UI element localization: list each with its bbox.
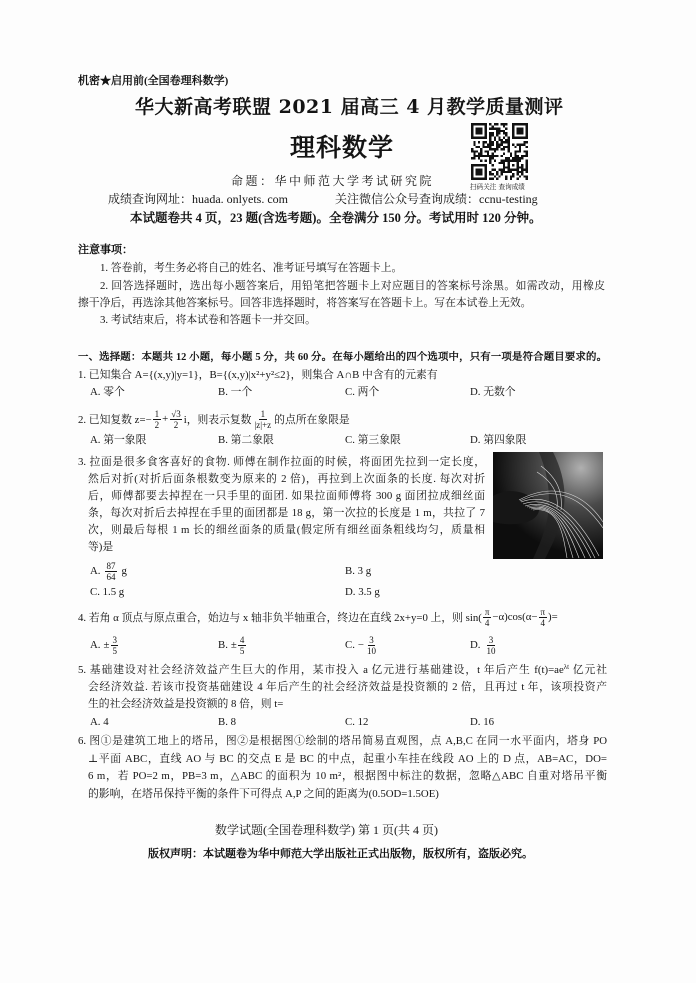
q4-stem xyxy=(78,605,558,629)
option-label: A. xyxy=(90,565,101,577)
q3-option-b xyxy=(345,559,371,583)
score-query-site: 成绩查询网址：huada. onlyets. com xyxy=(108,192,288,206)
fraction xyxy=(238,635,246,656)
q4-option-d xyxy=(470,633,499,657)
q4-option-b xyxy=(218,633,247,657)
numerator: 3 xyxy=(488,634,494,645)
q4-text: −α)cos(α− xyxy=(492,611,538,623)
fraction xyxy=(485,635,497,656)
denominator: 10 xyxy=(486,645,496,656)
notice-line: 2. 回答选择题时，选出每小题答案后，用铅笔把答题卡上对应题目的答案标号涂黑。如需改动，用橡皮 xyxy=(100,280,605,292)
q5-option-d: D. 16 xyxy=(470,716,494,728)
q5-line xyxy=(78,663,607,677)
section-heading: 一、选择题：本题共 12 小题，每小题 5 分，共 60 分。在每小题给出的四个选项中，只有一项是符合题目要求的。 xyxy=(78,352,607,363)
q2-text: 2. 已知复数 z=− xyxy=(78,413,152,426)
q6-line: 的影响，在塔吊保持平衡的条件下可得点 A,P 之间的距离为(0.5OD=1.5OE) xyxy=(88,788,439,800)
q2-option-a: A. 第一象限 xyxy=(90,434,147,446)
fraction xyxy=(153,409,161,430)
exam-summary: 本试题卷共 4 页，23 题(含选考题)。全卷满分 150 分。考试用时 120 分钟。 xyxy=(130,211,542,225)
q3-option-a xyxy=(90,559,127,583)
q2-text: 的点所在象限是 xyxy=(274,413,350,426)
q3-line: 然后对折(对折后面条根数变为原来的 2 倍)，再拉到上次面条的长度. 每次对折 xyxy=(88,473,485,485)
wechat-query: 关注微信公众号查询成绩：ccnu-testing xyxy=(335,192,538,206)
subject-title: 理科数学 xyxy=(290,133,395,162)
q2-option-c: C. 第三象限 xyxy=(345,434,401,446)
q1-option-c: C. 两个 xyxy=(345,386,380,398)
q2-option-b: B. 第二象限 xyxy=(218,434,274,446)
q5-option-c: C. 12 xyxy=(345,716,369,728)
q5-text: 5. 基础建设对社会经济效益产生巨大的作用，某市投入 a 亿元进行基础建设，t 年后产生 f(t)=ae xyxy=(78,664,564,676)
author-line: 命题：华中师范大学考试研究院 xyxy=(231,174,435,188)
unit: g xyxy=(121,565,127,577)
fraction xyxy=(170,409,182,430)
copyright-notice: 版权声明：本试题卷为华中师范大学出版社正式出版物，版权所有，盗版必究。 xyxy=(148,848,533,860)
option-label: C. xyxy=(345,639,355,651)
numerator: 3 xyxy=(369,634,374,645)
numerator: 1 xyxy=(154,408,160,419)
numerator: 3 xyxy=(112,634,117,645)
q3-line: 后，师傅都要去掉捏在一只手里的面团. 如果拉面师傅将 300 g 面团拉成细丝面 xyxy=(88,490,485,502)
numerator: 1 xyxy=(260,408,266,419)
q5-text: 亿元社 xyxy=(569,664,607,676)
fraction xyxy=(253,409,273,430)
confidential-label: 机密★启用前(全国卷理科数学) xyxy=(78,75,229,87)
numerator: π xyxy=(484,606,490,617)
option-sign: − xyxy=(357,639,364,651)
denominator: |z|+z xyxy=(254,419,272,430)
option-sign: ± xyxy=(230,639,237,651)
q4-text: )= xyxy=(548,611,558,623)
q3-line: 3. 拉面是很多食客喜好的食物. 师傅在制作拉面的时候，将面团先拉到一定长度， xyxy=(78,456,485,468)
denominator: 5 xyxy=(239,645,245,656)
q6-line: 6 m，若 PO=2 m，PB=3 m，△ABC 的面积为 10 m²，根据图中标注的数据，忽略△ABC 自重对塔吊平衡 xyxy=(88,770,607,782)
denominator: 5 xyxy=(112,645,117,656)
q4-text: 4. 若角 α 顶点与原点重合，始边与 x 轴非负半轴重合，终边在直线 2x+y=0 上，则 sin( xyxy=(78,611,482,624)
notice-line: 1. 答卷前，考生务必将自己的姓名、准考证号填写在答题卡上。 xyxy=(100,262,403,274)
numerator: 87 xyxy=(106,560,116,571)
option-label: A. xyxy=(90,639,101,651)
numerator: π xyxy=(540,606,545,617)
fraction xyxy=(105,561,117,582)
q1-option-b: B. 一个 xyxy=(218,386,253,398)
notice-line: 3. 考试结束后，将本试卷和答题卡一并交回。 xyxy=(100,314,316,326)
numerator: 4 xyxy=(239,634,245,645)
fraction xyxy=(483,607,491,628)
q3-line: 条，每次对折后去掉捏在手里的面团都是 18 g，第一次拉的长度是 1 m，共拉了 7 xyxy=(88,507,485,519)
page-footer: 数学试题(全国卷理科数学) 第 1 页(共 4 页) xyxy=(215,823,438,837)
option-label: B. xyxy=(218,639,228,651)
q5-line: 会经济效益. 若该市投资基础建设 4 年后产生的社会经济效益是投资额的 2 倍，且再过 t 年，该项投资产 xyxy=(88,681,607,693)
exponent: λt xyxy=(563,663,570,671)
q1-stem: 1. 已知集合 A={(x,y)|y=1}，B={(x,y)|x²+y²≤2}，则集合 A∩B 中含有的元素有 xyxy=(78,369,438,381)
denominator: 4 xyxy=(540,617,545,628)
q3-line: 次，则最后每根 1 m 长的细丝面条的质量(假定所有细丝面条粗线均匀，质量相 xyxy=(88,524,485,536)
q2-text: + xyxy=(162,413,169,425)
qr-caption: 扫码关注 查询成绩 xyxy=(470,183,525,191)
fraction xyxy=(366,635,378,656)
q6-line: 6. 图①是建筑工地上的塔吊，图②是根据图①绘制的塔吊简易直观图，点 A,B,C 在同一水平面内，塔身 PO xyxy=(78,735,607,747)
notice-heading: 注意事项： xyxy=(78,244,133,256)
exam-title: 华大新高考联盟 2021 届高三 4 月教学质量测评 xyxy=(135,96,564,118)
q5-option-a: A. 4 xyxy=(90,716,109,728)
fraction xyxy=(539,607,547,628)
q2-text: i，则表示复数 xyxy=(183,413,252,426)
option-label: D. xyxy=(470,639,481,651)
q2-option-d: D. 第四象限 xyxy=(470,434,527,446)
noodle-photo xyxy=(493,452,603,559)
denominator: 2 xyxy=(173,419,179,430)
q4-option-a xyxy=(90,633,120,657)
denominator: 4 xyxy=(484,617,490,628)
notice-line: 擦干净后，再选涂其他答案标号。回答非选择题时，将答案写在答题卡上。写在本试卷上无效。 xyxy=(78,297,532,309)
q2-stem xyxy=(78,407,350,431)
q3-option-c: C. 1.5 g xyxy=(90,586,125,598)
numerator: √3 xyxy=(171,408,181,419)
denominator: 2 xyxy=(154,419,160,430)
denominator: 10 xyxy=(367,645,376,656)
option-text: B. 3 g xyxy=(345,565,372,577)
q1-option-a: A. 零个 xyxy=(90,386,125,398)
q3-line: 等)是 xyxy=(88,541,114,553)
q3-option-d: D. 3.5 g xyxy=(345,586,380,598)
q1-option-d: D. 无数个 xyxy=(470,386,516,398)
denominator: 64 xyxy=(106,571,116,582)
fraction xyxy=(111,635,119,656)
q4-option-c xyxy=(345,633,379,657)
option-sign: ± xyxy=(103,639,110,651)
q5-option-b: B. 8 xyxy=(218,716,236,728)
q5-line: 生的社会经济效益是投资额的 8 倍，则 t= xyxy=(88,698,284,710)
q6-line: ⊥平面 ABC，直线 AO 与 BC 的交点 E 是 BC 的中点，起重小车挂在线段 AO 上的 D 点，AB=AC，DO= xyxy=(88,753,607,765)
qr-code xyxy=(471,123,528,180)
